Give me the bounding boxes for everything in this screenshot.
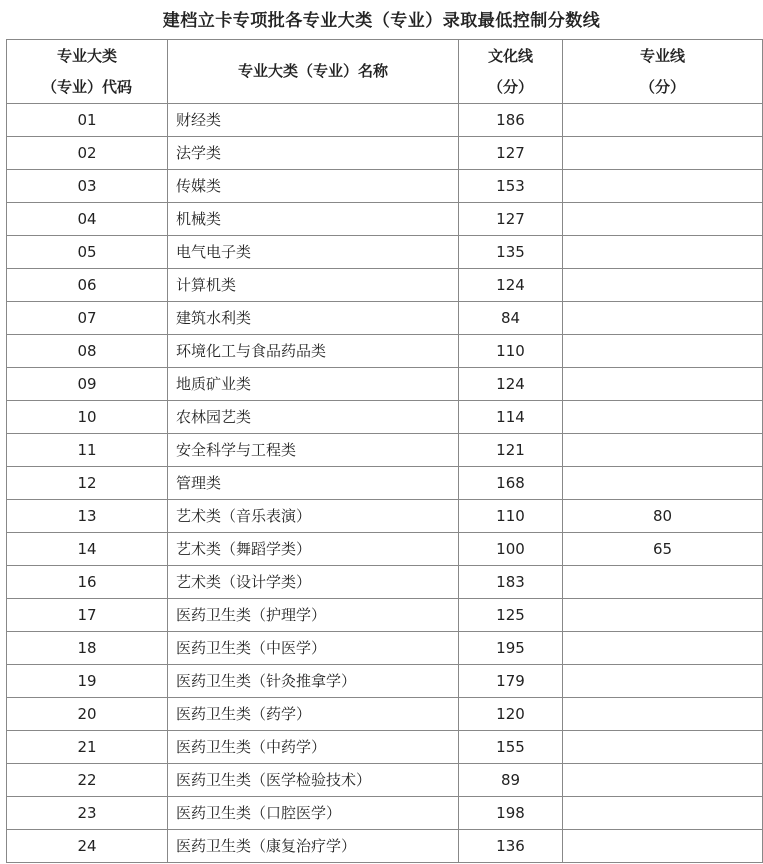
cell-culture-score: 179 — [459, 665, 563, 698]
cell-code: 24 — [7, 830, 168, 863]
cell-culture-score: 183 — [459, 566, 563, 599]
cell-culture-score: 155 — [459, 731, 563, 764]
table-body — [7, 104, 763, 863]
table-row — [7, 599, 763, 632]
cell-code: 17 — [7, 599, 168, 632]
cell-name: 法学类 — [168, 137, 459, 170]
cell-culture-score: 127 — [459, 203, 563, 236]
cell-major-score — [563, 368, 763, 401]
table-row — [7, 170, 763, 203]
cell-major-score — [563, 698, 763, 731]
cell-code: 10 — [7, 401, 168, 434]
cell-name: 管理类 — [168, 467, 459, 500]
cell-name: 医药卫生类（针灸推拿学） — [168, 665, 459, 698]
cell-name: 艺术类（设计学类） — [168, 566, 459, 599]
cell-culture-score: 84 — [459, 302, 563, 335]
cell-code: 14 — [7, 533, 168, 566]
cell-major-score — [563, 170, 763, 203]
cell-code: 12 — [7, 467, 168, 500]
header-major-line1: 专业线 — [639, 46, 685, 65]
header-code — [7, 40, 168, 104]
cell-major-score — [563, 566, 763, 599]
cell-major-score — [563, 302, 763, 335]
cell-major-score — [563, 236, 763, 269]
table-row — [7, 467, 763, 500]
cell-major-score — [563, 104, 763, 137]
cell-name: 地质矿业类 — [168, 368, 459, 401]
table-row — [7, 632, 763, 665]
cell-culture-score: 136 — [459, 830, 563, 863]
cell-name: 农林园艺类 — [168, 401, 459, 434]
cell-culture-score: 168 — [459, 467, 563, 500]
cell-name: 医药卫生类（口腔医学） — [168, 797, 459, 830]
cell-name: 医药卫生类（康复治疗学） — [168, 830, 459, 863]
cell-code: 13 — [7, 500, 168, 533]
cell-major-score — [563, 434, 763, 467]
header-major-line2: （分） — [639, 77, 685, 96]
cell-name: 环境化工与食品药品类 — [168, 335, 459, 368]
cell-name: 机械类 — [168, 203, 459, 236]
cell-major-score — [563, 830, 763, 863]
cell-name: 医药卫生类（护理学） — [168, 599, 459, 632]
table-row — [7, 566, 763, 599]
header-row — [7, 40, 763, 104]
cell-major-score — [563, 335, 763, 368]
cell-code: 08 — [7, 335, 168, 368]
table-header — [7, 40, 763, 104]
cell-name: 医药卫生类（中药学） — [168, 731, 459, 764]
cell-name: 电气电子类 — [168, 236, 459, 269]
table-row — [7, 698, 763, 731]
table-row — [7, 203, 763, 236]
cell-name: 医药卫生类（医学检验技术） — [168, 764, 459, 797]
table-row — [7, 830, 763, 863]
cell-code: 16 — [7, 566, 168, 599]
cell-code: 06 — [7, 269, 168, 302]
cell-name: 医药卫生类（中医学） — [168, 632, 459, 665]
header-code-line1: 专业大类 — [56, 46, 117, 65]
table-row — [7, 137, 763, 170]
cell-name: 安全科学与工程类 — [168, 434, 459, 467]
cell-name: 计算机类 — [168, 269, 459, 302]
table-row — [7, 368, 763, 401]
cell-culture-score: 198 — [459, 797, 563, 830]
cell-major-score — [563, 467, 763, 500]
cell-name: 传媒类 — [168, 170, 459, 203]
cell-code: 21 — [7, 731, 168, 764]
table-row — [7, 764, 763, 797]
cell-code: 07 — [7, 302, 168, 335]
cell-code: 18 — [7, 632, 168, 665]
cell-culture-score: 114 — [459, 401, 563, 434]
cell-major-score — [563, 599, 763, 632]
header-culture-line1: 文化线 — [487, 46, 533, 65]
cell-code: 04 — [7, 203, 168, 236]
cell-major-score — [563, 665, 763, 698]
header-code-line2: （专业）代码 — [41, 77, 132, 96]
table-row — [7, 434, 763, 467]
cell-culture-score: 121 — [459, 434, 563, 467]
header-name — [168, 40, 459, 104]
cell-code: 02 — [7, 137, 168, 170]
cell-code: 20 — [7, 698, 168, 731]
cell-major-score — [563, 269, 763, 302]
score-table — [6, 39, 763, 863]
cell-culture-score: 110 — [459, 335, 563, 368]
cell-major-score — [563, 203, 763, 236]
cell-major-score — [563, 401, 763, 434]
cell-culture-score: 120 — [459, 698, 563, 731]
table-row — [7, 665, 763, 698]
cell-culture-score: 100 — [459, 533, 563, 566]
page-title: 建档立卡专项批各专业大类（专业）录取最低控制分数线 — [162, 11, 601, 31]
cell-code: 01 — [7, 104, 168, 137]
header-culture — [459, 40, 563, 104]
table-row — [7, 302, 763, 335]
table-row — [7, 269, 763, 302]
table-row — [7, 797, 763, 830]
cell-code: 19 — [7, 665, 168, 698]
cell-culture-score: 124 — [459, 269, 563, 302]
cell-culture-score: 195 — [459, 632, 563, 665]
table-row — [7, 401, 763, 434]
table-row — [7, 236, 763, 269]
cell-culture-score: 125 — [459, 599, 563, 632]
header-major — [563, 40, 763, 104]
cell-code: 23 — [7, 797, 168, 830]
cell-name: 艺术类（音乐表演） — [168, 500, 459, 533]
cell-name: 艺术类（舞蹈学类） — [168, 533, 459, 566]
table-row — [7, 104, 763, 137]
cell-major-score — [563, 632, 763, 665]
cell-culture-score: 89 — [459, 764, 563, 797]
header-name-label: 专业大类（专业）名称 — [237, 62, 388, 80]
cell-name: 财经类 — [168, 104, 459, 137]
cell-code: 09 — [7, 368, 168, 401]
cell-culture-score: 153 — [459, 170, 563, 203]
table-row — [7, 533, 763, 566]
cell-name: 建筑水利类 — [168, 302, 459, 335]
header-culture-line2: （分） — [487, 77, 533, 96]
cell-culture-score: 127 — [459, 137, 563, 170]
cell-major-score — [563, 137, 763, 170]
cell-culture-score: 186 — [459, 104, 563, 137]
table-row — [7, 731, 763, 764]
cell-major-score — [563, 797, 763, 830]
cell-culture-score: 110 — [459, 500, 563, 533]
table-row — [7, 335, 763, 368]
cell-code: 11 — [7, 434, 168, 467]
cell-name: 医药卫生类（药学） — [168, 698, 459, 731]
cell-code: 05 — [7, 236, 168, 269]
table-row — [7, 500, 763, 533]
cell-major-score — [563, 764, 763, 797]
cell-culture-score: 135 — [459, 236, 563, 269]
cell-major-score: 80 — [563, 500, 763, 533]
cell-code: 22 — [7, 764, 168, 797]
cell-major-score — [563, 731, 763, 764]
cell-culture-score: 124 — [459, 368, 563, 401]
cell-code: 03 — [7, 170, 168, 203]
cell-major-score: 65 — [563, 533, 763, 566]
